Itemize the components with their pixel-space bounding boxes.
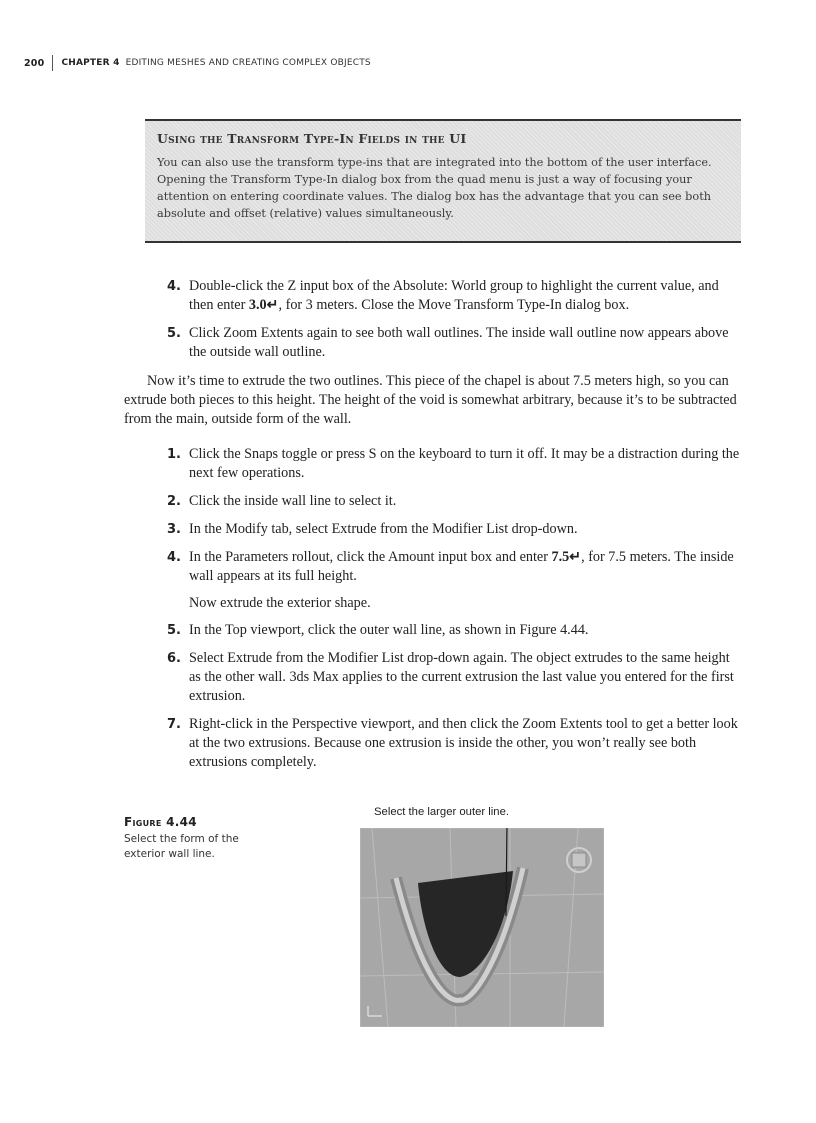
list-item [145, 621, 745, 640]
sidebar-body: You can also use the transform type-ins that are integrated into the bottom of the user interface. Opening the Transform Type-In dialog box from the quad menu is just a way of focusing your attention on entering coordinate values. The dialog box has the advantage that you can see both absolute and offset (relative) values simultaneously. [157, 156, 712, 220]
step-number: 4. [167, 279, 181, 294]
list-item [145, 324, 745, 362]
sidebar-title: Using the Transform Type-In Fields in the UI [157, 131, 467, 146]
step-number: 2. [167, 494, 181, 509]
figure-callout: Select the larger outer line. [374, 806, 510, 818]
step-text: In the Top viewport, click the outer wall line, as shown in Figure 4.44. [189, 622, 589, 638]
running-header [24, 55, 371, 71]
typed-value: 7.5↵ [551, 549, 582, 565]
step-number: 3. [167, 522, 181, 537]
chapter-title: EDITING MESHES AND CREATING COMPLEX OBJECTS [125, 58, 371, 68]
step-number: 6. [167, 651, 181, 666]
list-item [145, 445, 745, 483]
step-text: Click the Snaps toggle or press S on the keyboard to turn it off. It may be a distraction during the next few operations. [189, 446, 740, 481]
viewport-screenshot [360, 828, 604, 1027]
figure-label: Figure 4.44 [124, 815, 197, 829]
page-number: 200 [24, 57, 45, 69]
step-text: In the Modify tab, select Extrude from the Modifier List drop-down. [189, 521, 578, 537]
step-list-a [145, 277, 745, 371]
step-number: 1. [167, 447, 181, 462]
step-text: Right-click in the Perspective viewport, and then click the Zoom Extents tool to get a better look at the two extrusions. Because one extrusion is inside the other, you won’t really see both extrusions completely. [189, 716, 738, 770]
step-number: 4. [167, 550, 181, 565]
step-text-end: , for 7.5 meters. The inside wall appears at its full height. [189, 549, 734, 584]
sidebar-box [145, 119, 741, 243]
step-number: 5. [167, 326, 181, 341]
step-number: 5. [167, 623, 181, 638]
chapter-label: CHAPTER 4 [61, 58, 120, 68]
body-paragraph: Now it’s time to extrude the two outlines. This piece of the chapel is about 7.5 meters high, so you can extrude both pieces to this height. The height of the void is somewhat arbitrary, because it’s to be subtracted from the main, outside form of the wall. [124, 373, 737, 427]
list-item [145, 649, 745, 706]
list-item [145, 715, 745, 772]
step-text: Select Extrude from the Modifier List drop-down again. The object extrudes to the same height as the other wall. 3ds Max applies to the current extrusion the last value you entered for the first extrusion. [189, 650, 734, 704]
step-note: Now extrude the exterior shape. [189, 595, 371, 611]
figure-caption-text: Select the form of the exterior wall line. [124, 833, 239, 860]
step-number: 7. [167, 717, 181, 732]
list-item [145, 492, 745, 511]
step-text: In the Parameters rollout, click the Amount input box and enter [189, 549, 552, 565]
step-text-end: , for 3 meters. Close the Move Transform Type-In dialog box. [278, 297, 630, 313]
step-text: Double-click the Z input box of the Absolute: World group to highlight the current value, and then enter [189, 278, 719, 313]
list-item [145, 520, 745, 539]
list-item [145, 277, 745, 315]
figure-caption [124, 815, 264, 862]
header-divider [52, 55, 53, 71]
step-text: Click Zoom Extents again to see both wall outlines. The inside wall outline now appears above the outside wall outline. [189, 325, 729, 360]
step-text: Click the inside wall line to select it. [189, 493, 397, 509]
step-list-b [145, 445, 745, 781]
list-item [145, 548, 745, 586]
typed-value: 3.0↵ [248, 297, 279, 313]
